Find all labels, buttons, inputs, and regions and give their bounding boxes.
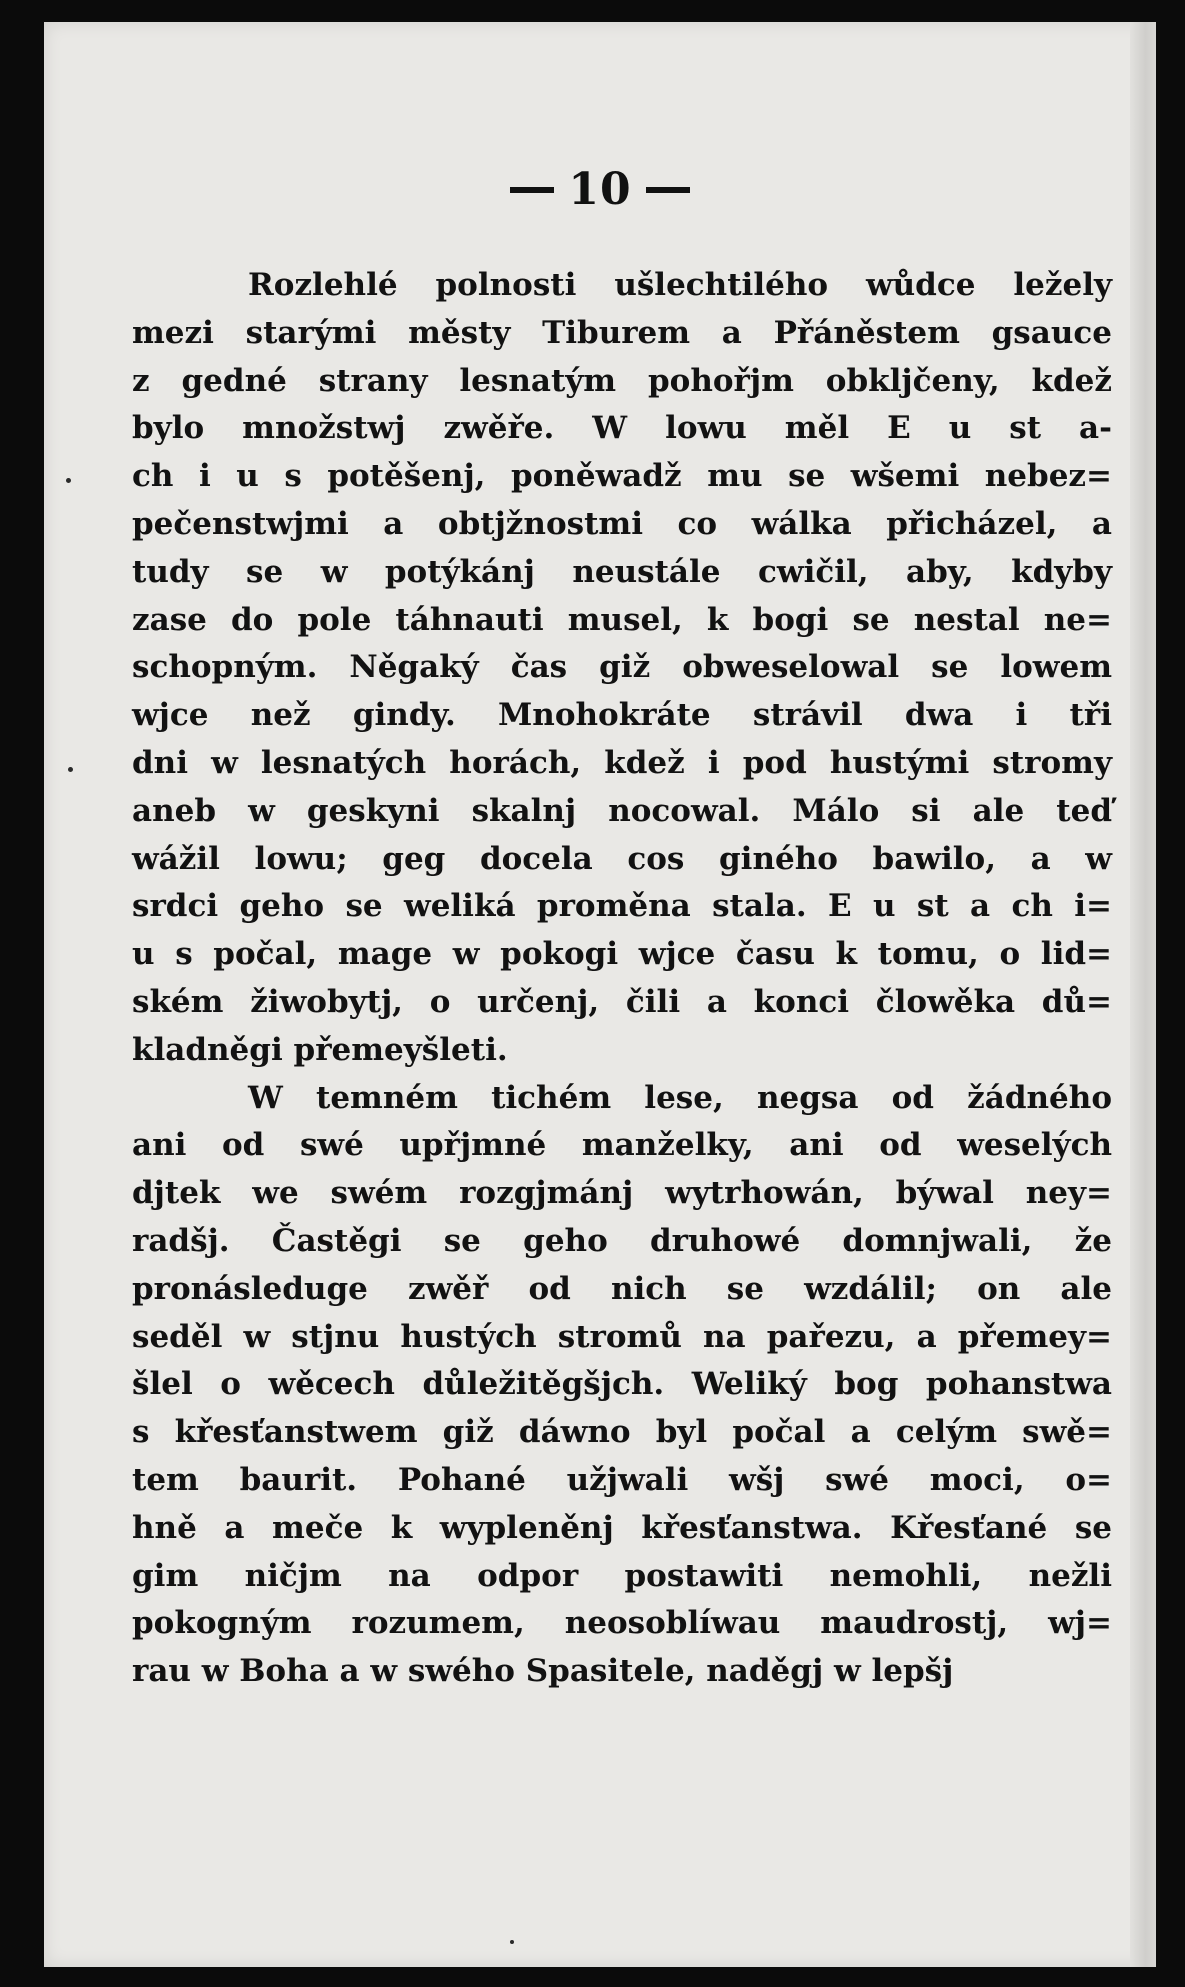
body-text (132, 262, 1112, 1696)
text-line: ch i u s potěšenj, poněwadž mu se wšemi nebez= (132, 458, 1112, 495)
text-line: zase do pole táhnauti musel, k bogi se nestal ne= (132, 601, 1112, 638)
text-line: radšj. Častěgi se geho druhowé domnjwali, že (132, 1222, 1112, 1259)
text-line: pečenstwjmi a obtjžnostmi co wálka přicházel, a (132, 505, 1112, 542)
text-line: kladněgi přemeyšleti. (132, 1031, 508, 1068)
text-line: z gedné strany lesnatým pohořjm obkljčeny, kdež (132, 362, 1112, 399)
page-number-header (44, 164, 1156, 215)
text-line: srdci geho se weliká proměna stala. E u st a ch i= (132, 888, 1112, 925)
page-edge-shadow (1130, 22, 1156, 1967)
folio-dash-right (646, 187, 690, 193)
text-line: rau w Boha a w swého Spasitele, naděgj w lepšj (132, 1653, 954, 1690)
text-line: s křesťanstwem giž dáwno byl počal a celým swě= (132, 1414, 1112, 1451)
text-line: šlel o wěcech důležitěgšjch. Weliký bog pohanstwa (132, 1366, 1112, 1403)
text-line: djtek we swém rozgjmánj wytrhowán, býwal ney= (132, 1175, 1112, 1212)
text-line: dni w lesnatých horách, kdež i pod hustými stromy (132, 744, 1112, 781)
book-page (44, 22, 1156, 1967)
text-line: aneb w geskyni skalnj nocowal. Málo si ale teď (132, 792, 1112, 829)
folio-dash-left (510, 187, 554, 193)
text-line: pokogným rozumem, neosoblíwau maudrostj, wj= (132, 1605, 1112, 1642)
text-line: tudy se w potýkánj neustále cwičil, aby, kdyby (132, 553, 1112, 590)
text-line: W temném tichém lese, negsa od žádného (248, 1079, 1112, 1116)
text-line: wjce než gindy. Mnohokráte strávil dwa i tři (132, 697, 1112, 734)
text-line: seděl w stjnu hustých stromů na pařezu, a přemey= (132, 1318, 1112, 1355)
text-line: bylo množstwj zwěře. W lowu měl E u st a- (132, 410, 1112, 447)
page-number: 10 (568, 164, 632, 215)
paper-speck (510, 1940, 514, 1944)
text-line: gim ničjm na odpor postawiti nemohli, nežli (132, 1557, 1112, 1594)
text-line: schopným. Něgaký čas giž obweselowal se lowem (132, 649, 1112, 686)
text-line: Rozlehlé polnosti ušlechtilého wůdce ležely (248, 267, 1112, 303)
text-line: tem baurit. Pohané užjwali wšj swé moci, o= (132, 1461, 1112, 1498)
text-line: pronásleduge zwěř od nich se wzdálil; on ale (132, 1270, 1112, 1307)
text-line: u s počal, mage w pokogi wjce času k tomu, o lid= (132, 936, 1112, 973)
paper-speck (66, 478, 71, 483)
text-line: hně a meče k wypleněnj křesťanstwa. Křesťané se (132, 1509, 1112, 1546)
text-line: ani od swé upřjmné manželky, ani od weselých (132, 1127, 1112, 1164)
paper-speck (68, 767, 73, 772)
text-line: wážil lowu; geg docela cos giného bawilo, a w (132, 840, 1112, 877)
text-line: ském žiwobytj, o určenj, čili a konci člowěka dů= (132, 983, 1112, 1020)
text-line: mezi starými městy Tiburem a Přáněstem gsauce (132, 314, 1112, 351)
